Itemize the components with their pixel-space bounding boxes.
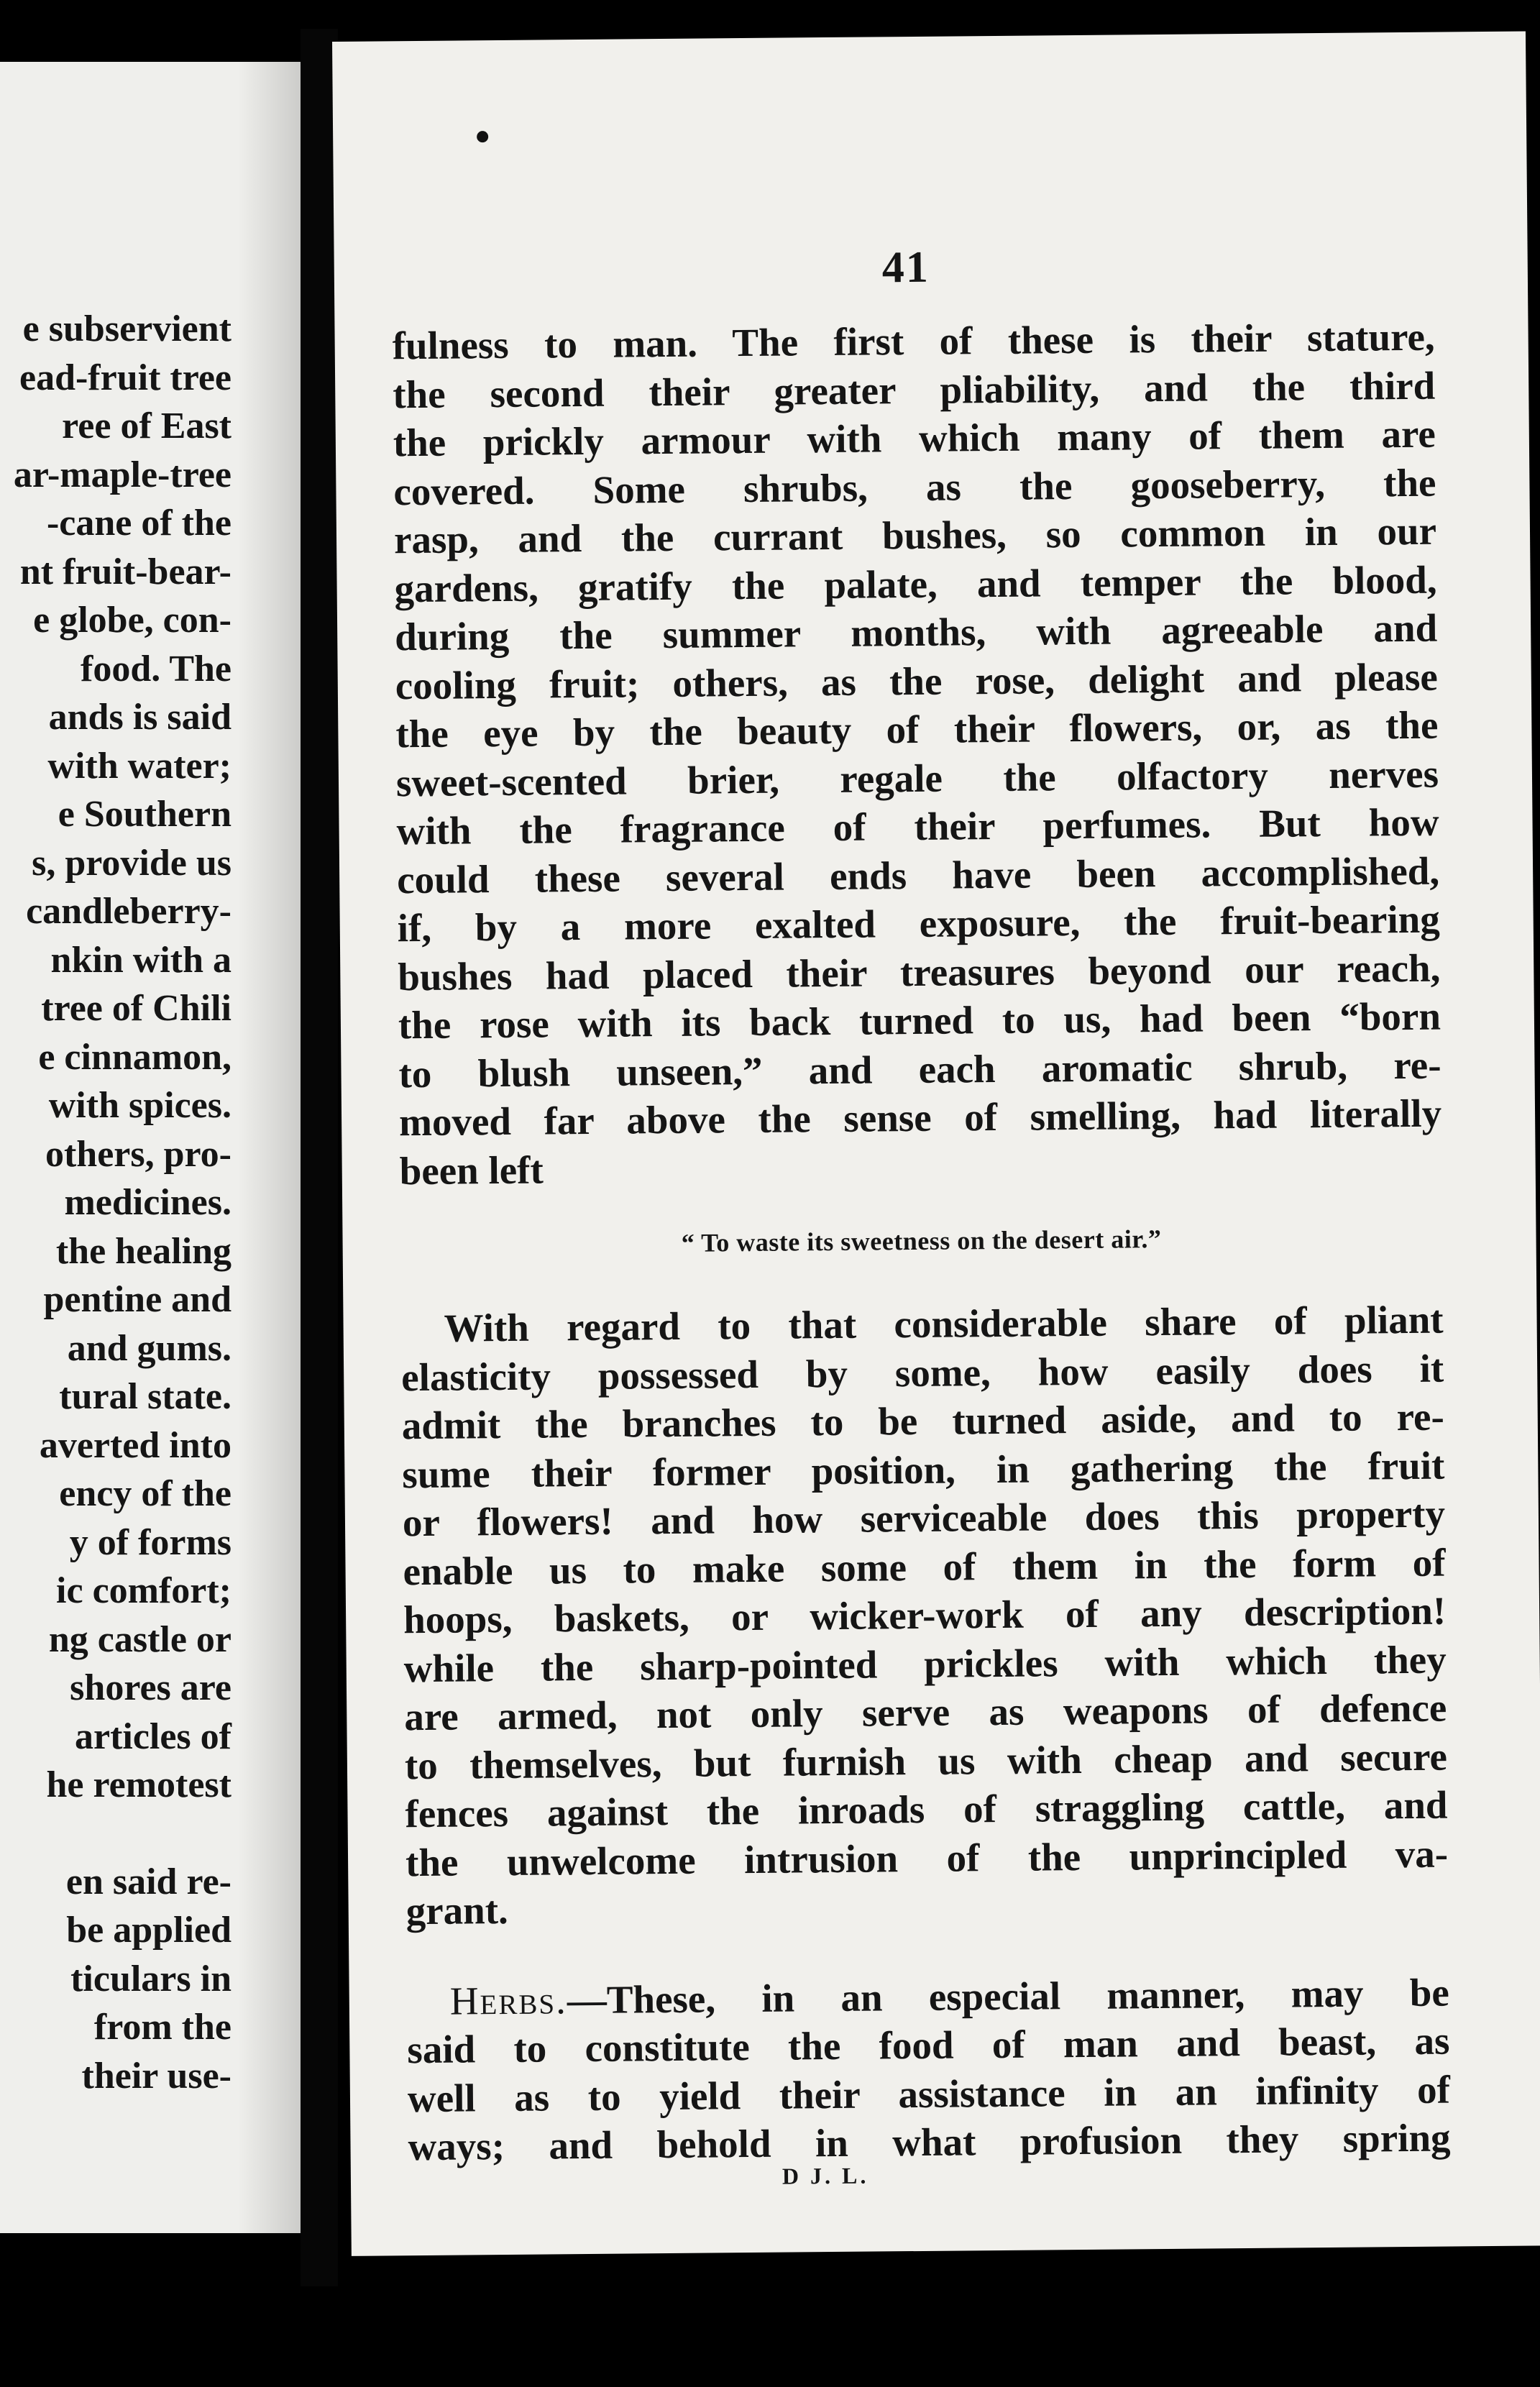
- text-line: the second their greater pliability, and the third: [393, 363, 1436, 416]
- herbs-first-line-text: —These, in an especial manner, may be: [567, 1970, 1449, 2022]
- paragraph-herbs: [406, 1968, 1450, 2171]
- page-body: [392, 313, 1450, 2171]
- left-text-line: the healing: [55, 1230, 232, 1272]
- left-text-line: articles of: [74, 1715, 232, 1757]
- left-facing-page: [0, 62, 301, 2233]
- text-line: admit the branches to be turned aside, and to re-: [401, 1394, 1445, 1448]
- text-line: fulness to man. The first of these is their stature,: [392, 314, 1435, 368]
- left-text-line: nkin with a: [50, 939, 232, 981]
- left-paragraph-gap: [14, 1810, 232, 1858]
- text-line: enable us to make some of them in the form of: [403, 1540, 1446, 1593]
- left-text-line: with water;: [47, 745, 232, 787]
- text-line: sume their former position, in gathering the fruit: [402, 1443, 1445, 1496]
- left-text-line: e subservient: [22, 308, 232, 349]
- ink-speck: [477, 131, 488, 142]
- text-line: cooling fruit; others, as the rose, delight and please: [395, 654, 1439, 707]
- left-text-line: medicines.: [64, 1182, 232, 1223]
- left-text-line: he remotest: [46, 1764, 232, 1805]
- text-line: With regard to that considerable share of pliant: [444, 1297, 1444, 1350]
- herbs-first-line: [406, 1968, 1449, 2025]
- left-page-text: [14, 305, 232, 2100]
- signature-mark: D J. L.: [782, 2162, 869, 2189]
- left-text-line: with spices.: [48, 1085, 232, 1126]
- text-line: hoops, baskets, or wicker-work of any description!: [403, 1588, 1447, 1642]
- right-main-page: [332, 32, 1540, 2256]
- quotation-line: “ To waste its sweetness on the desert air.”: [681, 1224, 1162, 1257]
- text-line: during the summer months, with agreeable and: [394, 605, 1438, 659]
- text-line: well as to yield their assistance in an infinity of: [407, 2067, 1451, 2120]
- left-text-line: ency of the: [59, 1473, 232, 1514]
- left-text-line: and gums.: [67, 1327, 232, 1369]
- left-text-line: s, provide us: [32, 842, 232, 884]
- text-line: fences against the inroads of straggling cattle, and: [405, 1782, 1448, 1836]
- paragraph-elasticity: [400, 1296, 1449, 1935]
- left-text-line: food. The: [81, 648, 232, 689]
- text-line: the eye by the beauty of their flowers, or, as the: [395, 702, 1439, 756]
- left-text-line: ree of East: [62, 406, 232, 446]
- left-text-line: tree of Chili: [41, 988, 232, 1029]
- left-text-line: y of forms: [69, 1521, 232, 1563]
- text-line: the rose with its back turned to us, had been “born: [398, 994, 1442, 1048]
- left-text-line: e globe, con-: [33, 600, 232, 641]
- left-text-line: ands is said: [48, 697, 232, 738]
- text-line: covered. Some shrubs, as the gooseberry, the: [393, 460, 1436, 513]
- left-text-line: e Southern: [58, 794, 232, 835]
- text-line: the prickly armour with which many of them are: [393, 411, 1436, 465]
- text-line: with the fragrance of their perfumes. But how: [396, 800, 1439, 853]
- paragraph-shrubs: [392, 313, 1442, 1196]
- text-line: to themselves, but furnish us with cheap and secure: [404, 1734, 1448, 1787]
- text-line: while the sharp-pointed prickles with which they: [403, 1637, 1447, 1690]
- text-line: grant.: [405, 1887, 509, 1933]
- text-line: elasticity possessed by some, how easily does it: [400, 1346, 1444, 1399]
- text-line: rasp, and the currant bushes, so common in our: [393, 508, 1437, 562]
- left-text-line: ng castle or: [48, 1618, 232, 1660]
- left-text-line: shores are: [70, 1667, 232, 1708]
- left-text-line: en said re-: [65, 1861, 232, 1902]
- left-text-line: candleberry-: [26, 891, 232, 932]
- left-text-line: their use-: [81, 2055, 232, 2097]
- text-line: said to constitute the food of man and beast, as: [407, 2018, 1450, 2072]
- text-line: could these several ends have been accomplished,: [396, 848, 1440, 902]
- gutter-shadow: [237, 62, 301, 2233]
- left-text-line: ead-fruit tree: [19, 357, 232, 398]
- text-line: moved far above the sense of smelling, had literally: [398, 1091, 1442, 1145]
- text-line: are armed, not only serve as weapons of defence: [404, 1685, 1447, 1739]
- left-text-line: -cane of the: [46, 503, 232, 544]
- left-text-line: averted into: [39, 1424, 232, 1466]
- left-text-line: from the: [93, 2007, 232, 2048]
- left-text-line: be applied: [66, 1910, 232, 1951]
- left-text-line: tural state.: [59, 1376, 232, 1417]
- text-line: gardens, gratify the palate, and temper the blood,: [394, 557, 1437, 610]
- text-line: sweet-scented brier, regale the olfactory nerves: [395, 751, 1439, 805]
- text-line: or flowers! and how serviceable does this property: [402, 1491, 1446, 1545]
- text-line: the unwelcome intrusion of the unprincipled va-: [405, 1831, 1449, 1884]
- left-text-line: ic comfort;: [56, 1570, 232, 1611]
- text-line: been left: [399, 1147, 544, 1193]
- herbs-heading: Herbs.: [449, 1977, 568, 2023]
- left-text-line: pentine and: [43, 1279, 232, 1320]
- text-line: to blush unseen,” and each aromatic shrub, re-: [398, 1043, 1442, 1096]
- text-line: if, by a more exalted exposure, the fruit-bearing: [397, 897, 1440, 950]
- text-line: ways; and behold in what profusion they spring: [408, 2115, 1451, 2169]
- left-text-line: nt fruit-bear-: [19, 551, 232, 592]
- left-text-line: others, pro-: [45, 1133, 232, 1175]
- page-number: 41: [881, 242, 930, 293]
- left-text-line: ticulars in: [70, 1958, 232, 1999]
- text-line: bushes had placed their treasures beyond our reach,: [398, 945, 1441, 999]
- book-spine: [301, 29, 338, 2286]
- left-text-line: ar-maple-tree: [13, 454, 232, 495]
- left-text-line: e cinnamon,: [38, 1036, 232, 1078]
